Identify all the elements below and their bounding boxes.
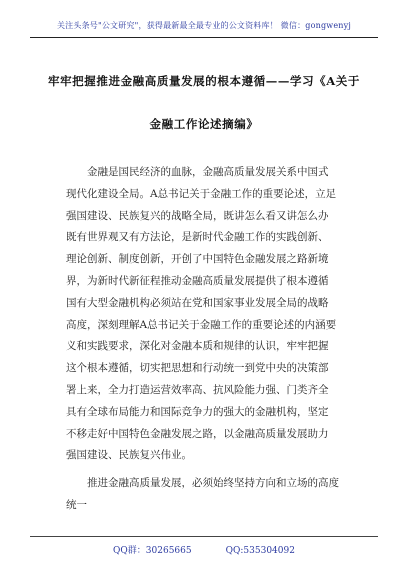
paragraph-line: 这个根本遵循，切实把思想和行动统一到党中央的决策部 bbox=[66, 362, 329, 375]
paragraph-line: 界，为新时代新征程推动金融高质量发展提供了根本遵循 bbox=[66, 274, 329, 287]
paragraph-line: 强国建设、民族复兴伟业。 bbox=[66, 449, 192, 462]
paragraph-line: 理论创新、制度创新，开创了中国特色金融发展之路新境 bbox=[66, 253, 329, 266]
paragraph-2 bbox=[66, 473, 349, 517]
header-note: 关注头条号"公文研究"，获得最新最全最专业的公文资料库！ 微信：gongwenyj bbox=[56, 21, 352, 30]
paragraph-line: 现代化建设全局。A总书记关于金融工作的重要论述，立足 bbox=[66, 187, 337, 200]
paragraph-line: 国有大型金融机构必须站在党和国家事业发展全局的战略 bbox=[66, 296, 329, 309]
paragraph-line: 统一 bbox=[66, 498, 87, 511]
paragraph-line: 金融是国民经济的血脉，金融高质量发展关系中国式 bbox=[87, 166, 329, 178]
paragraph-line: 义和实践要求，深化对金融本质和规律的认识，牢牢把握 bbox=[66, 340, 329, 353]
document-body bbox=[66, 162, 349, 517]
paragraph-1 bbox=[66, 162, 349, 467]
paragraph-line: 强国建设、民族复兴的战略全局，既讲怎么看又讲怎么办 bbox=[66, 209, 329, 222]
paragraph-line: 既有世界观又有方法论，是新时代金融工作的实践创新、 bbox=[66, 231, 329, 244]
footer-qq: QQ:535304092 bbox=[225, 546, 295, 556]
header-divider bbox=[30, 37, 378, 38]
paragraph-line: 推进金融高质量发展，必须始终坚持方向和立场的高度 bbox=[87, 477, 339, 490]
paragraph-line: 高度，深刻理解A总书记关于金融工作的重要论述的内涵要 bbox=[66, 318, 337, 331]
footer-qq-group: QQ群：30265665 bbox=[113, 546, 192, 556]
footer bbox=[0, 543, 408, 556]
footer-divider bbox=[30, 536, 378, 537]
paragraph-line: 具有全球布局能力和国际竞争力的强大的金融机构，坚定 bbox=[66, 405, 329, 418]
document-title-line-2: 金融工作论述摘编》 bbox=[149, 117, 259, 131]
document-title-line-1: 牢牢把握推进金融高质量发展的根本遵循——学习《A关于 bbox=[47, 74, 361, 88]
paragraph-line: 署上来，全力打造运营效率高、抗风险能力强、门类齐全 bbox=[66, 383, 329, 396]
paragraph-line: 不移走好中国特色金融发展之路，以金融高质量发展助力 bbox=[66, 427, 329, 440]
